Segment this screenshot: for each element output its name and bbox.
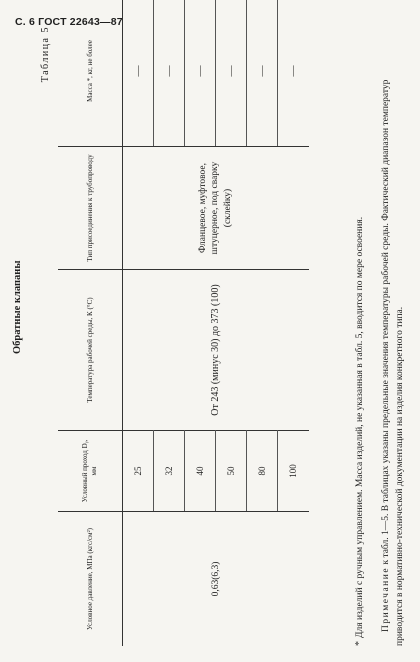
page-header: С. 6 ГОСТ 22643—87: [15, 16, 123, 28]
table-title: Обратные клапаны: [12, 260, 23, 354]
pressure-cell: 0,63(6,3): [123, 512, 309, 647]
diameter-cell: 40: [185, 431, 216, 512]
col-header-pressure: Условное давление, МПа (кгс/см²): [58, 512, 123, 647]
table-number: Таблица 5: [40, 26, 51, 83]
table-title-block: [0, 0, 60, 662]
valves-table: [58, 0, 309, 646]
col-header-temperature: Температура рабочей среды, К (°С): [58, 270, 123, 431]
note-label: Примечание: [381, 566, 391, 632]
diameter-cell: 100: [278, 431, 309, 512]
footnote-text: Для изделий с ручным управлением. Масса изделий, не указанная в табл. 5, вводится по мере освоения.: [355, 216, 365, 638]
col-header-connection: Тип присоединения к трубопроводу: [58, 147, 123, 270]
diameter-cell: 25: [123, 431, 154, 512]
col-header-diameter: Условный проход Dᵧ, мм: [58, 431, 123, 512]
footnote-mark: *: [354, 641, 365, 646]
table-row: [123, 0, 154, 646]
connection-cell: Фланцевое, муфтовое, штуцерное, под сварку (склейку): [123, 147, 309, 270]
diameter-cell: 80: [247, 431, 278, 512]
table-header-row: [58, 0, 123, 646]
mass-cell: —: [185, 0, 216, 147]
diameter-cell: 32: [154, 431, 185, 512]
table-note: [380, 40, 408, 646]
mass-cell: —: [154, 0, 185, 147]
diameter-cell: 50: [216, 431, 247, 512]
mass-cell: —: [123, 0, 154, 147]
note-text: к табл. 1—5. В таблицах указаны предельные значения температуры рабочей среды. Фактический диапазон температур приводится в нормативно-технической документации на изделия конкретного типа.: [381, 79, 405, 646]
temperature-cell: От 243 (минус 30) до 373 (100): [123, 270, 309, 431]
footnote: [354, 40, 365, 646]
mass-cell: —: [216, 0, 247, 147]
mass-cell: —: [247, 0, 278, 147]
col-header-mass: Масса *, кг, не более: [58, 0, 123, 147]
mass-cell: —: [287, 65, 300, 77]
